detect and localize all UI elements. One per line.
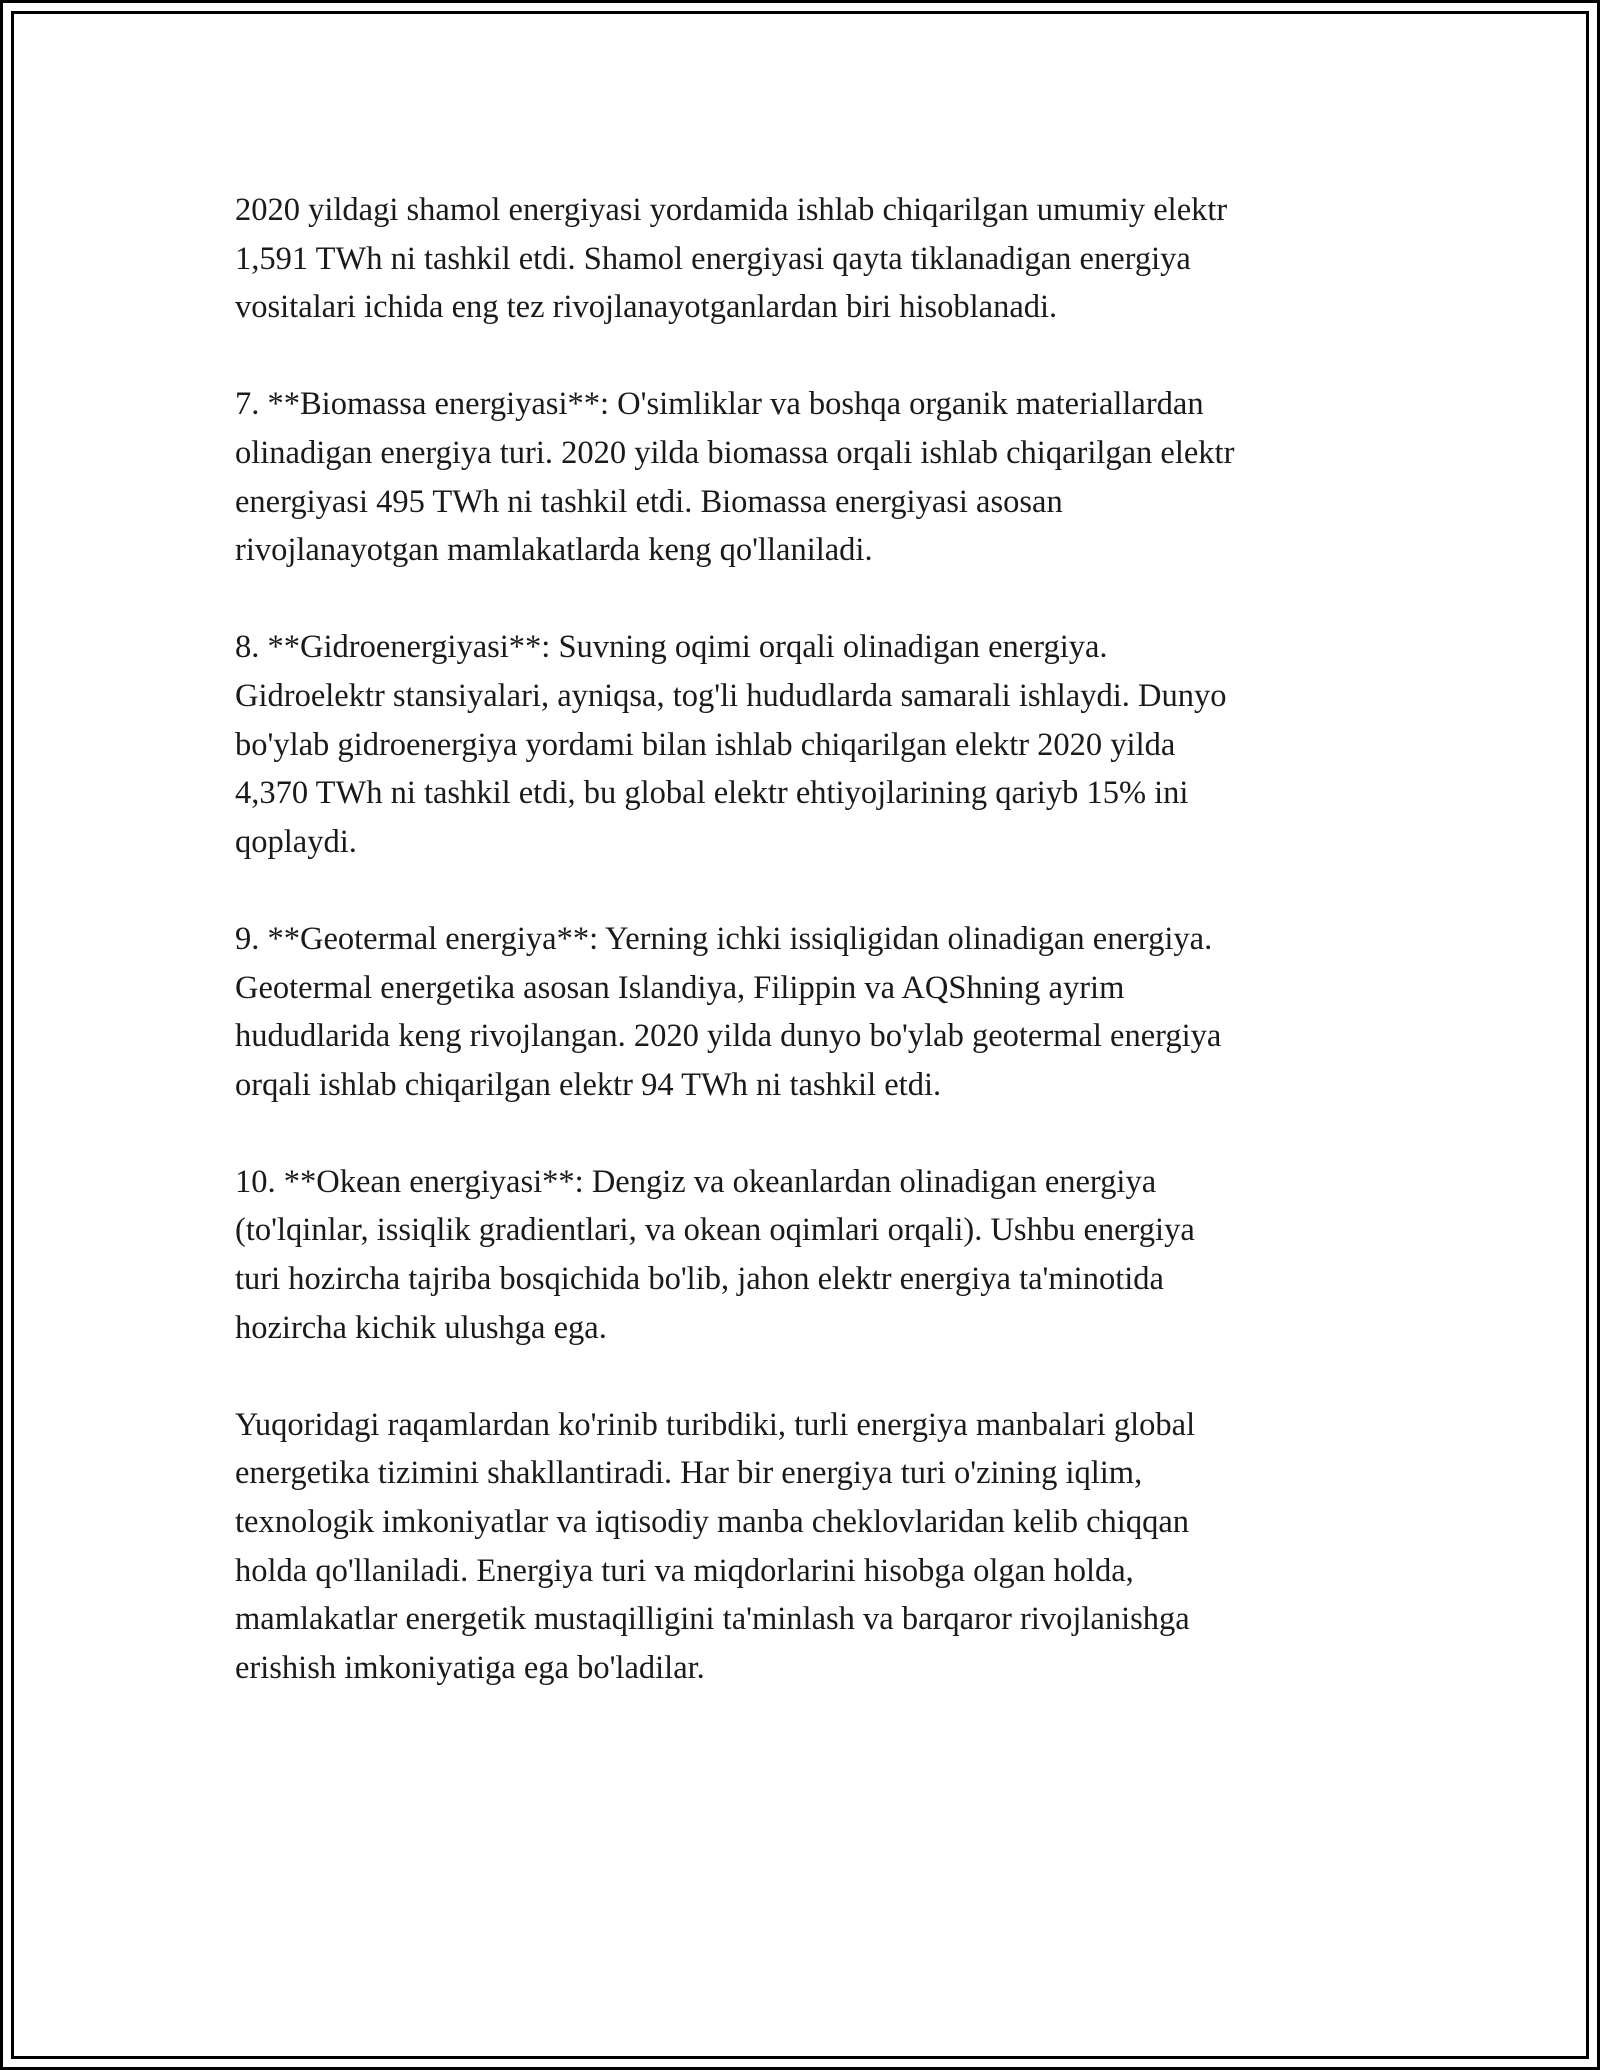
paragraph-geothermal-energy: 9. **Geotermal energiya**: Yerning ichki issiqligidan olinadigan energiya. Geotermal energetika asosan Islandiya, Filippin va AQShning ayrim hududlarida keng rivojlangan. 2020 yilda dunyo bo'ylab geotermal energiya orqali ishlab chiqarilgan elektr 94 TWh ni tashkil etdi.	[235, 920, 1222, 1103]
document-body	[235, 186, 1375, 1741]
paragraph-biomass-energy: 7. **Biomassa energiyasi**: O'simliklar va boshqa organik materiallardan olinadigan energiya turi. 2020 yilda biomassa orqali ishlab chiqarilgan elektr energiyasi 495 TWh ni tashkil etdi. Biomassa energiyasi asosan rivojlanayotgan mamlakatlarda keng qo'llaniladi.	[235, 386, 1235, 569]
paragraph-hydro-energy: 8. **Gidroenergiyasi**: Suvning oqimi orqali olinadigan energiya. Gidroelektr stansiyalari, ayniqsa, tog'li hududlarda samarali ishlaydi. Dunyo bo'ylab gidroenergiya yordami bilan ishlab chiqarilgan elektr 2020 yilda 4,370 TWh ni tashkil etdi, bu global elektr ehtiyojlarining qariyb 15% ini qoplaydi.	[235, 629, 1227, 860]
paragraph-ocean-energy: 10. **Okean energiyasi**: Dengiz va okeanlardan olinadigan energiya (to'lqinlar, issiqlik gradientlari, va okean oqimlari orqali). Ushbu energiya turi hozircha tajriba bosqichida bo'lib, jahon elektr energiya ta'minotida hozircha kichik ulushga ega.	[235, 1163, 1195, 1346]
paragraph-wind-energy: 2020 yildagi shamol energiyasi yordamida ishlab chiqarilgan umumiy elektr 1,591 TWh ni tashkil etdi. Shamol energiyasi qayta tiklanadigan energiya vositalari ichida eng tez rivojlanayotganlardan biri hisoblanadi.	[235, 192, 1228, 326]
paragraph-conclusion: Yuqoridagi raqamlardan ko'rinib turibdiki, turli energiya manbalari global energetika tizimini shakllantiradi. Har bir energiya turi o'zining iqlim, texnologik imkoniyatlar va iqtisodiy manba cheklovlaridan kelib chiqqan holda qo'llaniladi. Energiya turi va miqdorlarini hisobga olgan holda, mamlakatlar energetik mustaqilligini ta'minlash va barqaror rivojlanishga erishish imkoniyatiga ega bo'ladilar.	[235, 1406, 1196, 1686]
